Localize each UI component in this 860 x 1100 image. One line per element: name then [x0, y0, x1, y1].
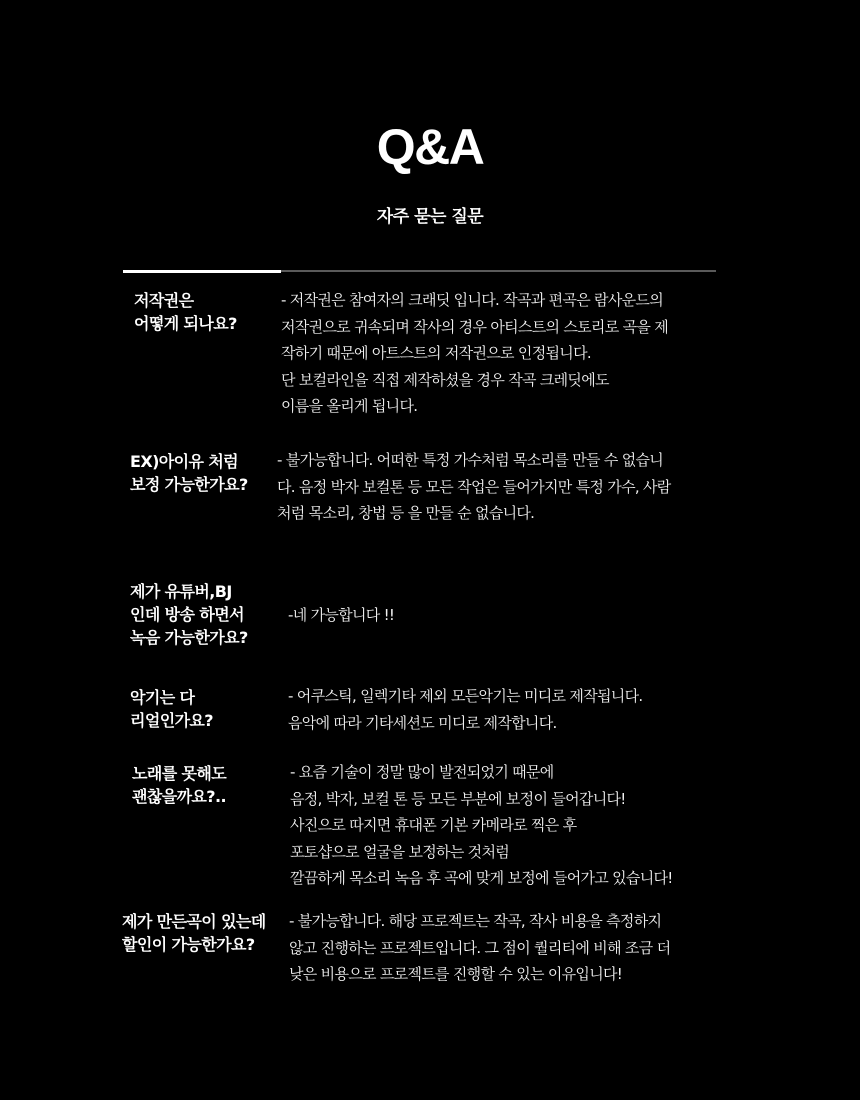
page-title: Q&A — [376, 119, 484, 175]
faq-answer: - 어쿠스틱, 일렉기타 제외 모든악기는 미디로 제작됩니다. 음악에 따라 기타세션도 미디로 제작합니다. — [288, 687, 643, 732]
faq-question: 제가 만든곡이 있는데 할인이 가능한가요? — [122, 912, 266, 954]
faq-answer: - 저작권은 참여자의 크래딧 입니다. 작곡과 편곡은 람사운드의 저작권으로 귀속되며 작사의 경우 아티스트의 스토리로 곡을 제 작하기 때문에 아트스트의 저작권으로 인정됩니다. 단 보컬라인을 직접 제작하셨을 경우 작곡 크레딧에도 이름을 올리게 됩니다. — [281, 291, 669, 416]
faq-answer: - 불가능합니다. 해당 프로젝트는 작곡, 작사 비용을 측정하지 않고 진행하는 프로젝트입니다. 그 점이 퀄리티에 비해 조금 더 낮은 비용으로 프로젝트를 진행할 수 있는 이유입니다! — [289, 912, 671, 984]
faq-question: 제가 유튜버,BJ 인데 방송 하면서 녹음 가능한가요? — [130, 582, 248, 647]
divider-active-indicator — [123, 270, 281, 273]
faq-answer: - 요즘 기술이 정말 많이 발전되었기 때문에 음정, 박자, 보컬 톤 등 모든 부분에 보정이 들어갑니다! 사진으로 따지면 휴대폰 기본 카메라로 찍은 후 포토샵으로 얼굴을 보정하는 것처럼 깔끔하게 목소리 녹음 후 곡에 맞게 보정에 들어가고 있습니다! — [290, 763, 673, 888]
faq-question: EX)아이유 처럼 보정 가능한가요? — [130, 452, 248, 494]
section-divider — [123, 270, 716, 272]
faq-question: 악기는 다 리얼인가요? — [130, 688, 213, 730]
faq-answer: - 불가능합니다. 어떠한 특정 가수처럼 목소리를 만들 수 없습니 다. 음정 박자 보컬톤 등 모든 작업은 들어가지만 특정 가수, 사람 처럼 목소리, 창법 등 을 만들 순 없습니다. — [277, 451, 671, 523]
faq-answer: -네 가능합니다 !! — [288, 606, 395, 624]
page-subtitle: 자주 묻는 질문 — [376, 207, 484, 227]
faq-question: 노래를 못해도 괜찮을까요?.. — [132, 764, 227, 806]
faq-question: 저작권은 어떻게 되나요? — [134, 291, 237, 333]
